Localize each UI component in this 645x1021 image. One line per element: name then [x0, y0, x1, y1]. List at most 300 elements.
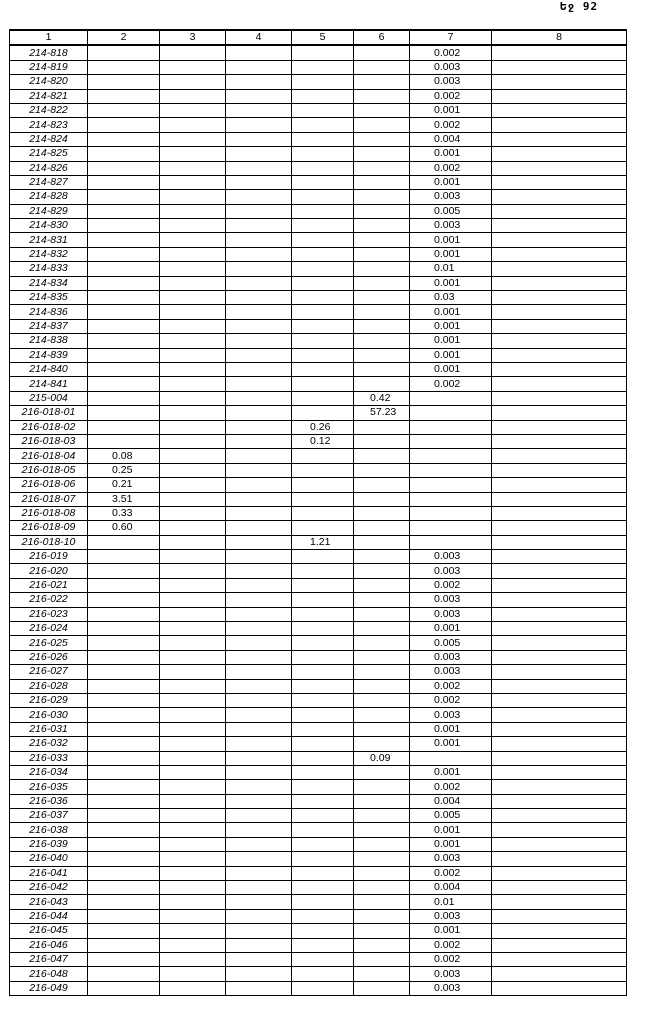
value-cell-col-6	[354, 247, 410, 261]
value-cell-col-2	[88, 391, 160, 405]
value-cell-col-5	[292, 348, 354, 362]
value-cell-col-2	[88, 823, 160, 837]
value-cell-col-5	[292, 276, 354, 290]
value-cell-col-5	[292, 650, 354, 664]
row-id-cell: 216-018-07	[10, 492, 88, 506]
value-cell-col-5	[292, 319, 354, 333]
value-cell-col-5	[292, 506, 354, 520]
value-cell-col-6	[354, 463, 410, 477]
row-id-cell: 216-018-01	[10, 406, 88, 420]
row-id-cell: 216-032	[10, 737, 88, 751]
table-row	[10, 262, 627, 276]
value-cell-col-5	[292, 809, 354, 823]
table-row	[10, 622, 627, 636]
value-cell-col-3	[160, 809, 226, 823]
value-cell-col-5	[292, 377, 354, 391]
value-cell-col-5	[292, 953, 354, 967]
value-cell-col-4	[226, 204, 292, 218]
value-cell-col-4	[226, 147, 292, 161]
value-cell-col-7: 0.003	[410, 607, 492, 621]
table-row	[10, 953, 627, 967]
row-id-cell: 214-838	[10, 334, 88, 348]
table-row	[10, 751, 627, 765]
row-id-cell: 216-039	[10, 837, 88, 851]
row-id-cell: 216-024	[10, 622, 88, 636]
value-cell-col-3	[160, 276, 226, 290]
row-id-cell: 214-828	[10, 190, 88, 204]
value-cell-col-8	[492, 60, 627, 74]
value-cell-col-3	[160, 967, 226, 981]
row-id-cell: 214-818	[10, 45, 88, 60]
value-cell-col-3	[160, 161, 226, 175]
value-cell-col-2	[88, 420, 160, 434]
value-cell-col-4	[226, 708, 292, 722]
value-cell-col-8	[492, 737, 627, 751]
value-cell-col-7: 0.001	[410, 233, 492, 247]
row-id-cell: 216-038	[10, 823, 88, 837]
table-row	[10, 233, 627, 247]
table-row	[10, 449, 627, 463]
value-cell-col-8	[492, 550, 627, 564]
value-cell-col-5	[292, 722, 354, 736]
value-cell-col-2	[88, 622, 160, 636]
value-cell-col-5	[292, 794, 354, 808]
value-cell-col-7	[410, 506, 492, 520]
table-row	[10, 564, 627, 578]
row-id-cell: 216-040	[10, 852, 88, 866]
value-cell-col-5	[292, 219, 354, 233]
row-id-cell: 214-839	[10, 348, 88, 362]
value-cell-col-6	[354, 881, 410, 895]
value-cell-col-8	[492, 506, 627, 520]
table-row	[10, 809, 627, 823]
value-cell-col-2	[88, 938, 160, 952]
value-cell-col-8	[492, 708, 627, 722]
value-cell-col-8	[492, 636, 627, 650]
value-cell-col-4	[226, 578, 292, 592]
value-cell-col-6	[354, 348, 410, 362]
table-row	[10, 794, 627, 808]
value-cell-col-5	[292, 837, 354, 851]
value-cell-col-7: 0.002	[410, 118, 492, 132]
value-cell-col-7: 0.03	[410, 291, 492, 305]
row-id-cell: 216-018-06	[10, 478, 88, 492]
value-cell-col-6	[354, 60, 410, 74]
value-cell-col-8	[492, 233, 627, 247]
value-cell-col-7: 0.001	[410, 765, 492, 779]
value-cell-col-7: 0.002	[410, 780, 492, 794]
value-cell-col-8	[492, 521, 627, 535]
value-cell-col-4	[226, 765, 292, 779]
value-cell-col-3	[160, 751, 226, 765]
value-cell-col-6	[354, 866, 410, 880]
value-cell-col-7: 0.002	[410, 377, 492, 391]
value-cell-col-4	[226, 780, 292, 794]
table-row	[10, 636, 627, 650]
value-cell-col-3	[160, 377, 226, 391]
value-cell-col-6	[354, 837, 410, 851]
value-cell-col-6	[354, 938, 410, 952]
value-cell-col-8	[492, 881, 627, 895]
row-id-cell: 216-047	[10, 953, 88, 967]
value-cell-col-7: 0.003	[410, 564, 492, 578]
value-cell-col-8	[492, 794, 627, 808]
value-cell-col-3	[160, 535, 226, 549]
value-cell-col-7	[410, 492, 492, 506]
value-cell-col-3	[160, 780, 226, 794]
value-cell-col-5	[292, 909, 354, 923]
value-cell-col-3	[160, 492, 226, 506]
value-cell-col-2	[88, 967, 160, 981]
table-row	[10, 852, 627, 866]
row-id-cell: 214-831	[10, 233, 88, 247]
value-cell-col-5	[292, 895, 354, 909]
value-cell-col-8	[492, 593, 627, 607]
value-cell-col-8	[492, 262, 627, 276]
value-cell-col-5: 0.26	[292, 420, 354, 434]
value-cell-col-6	[354, 650, 410, 664]
value-cell-col-7	[410, 406, 492, 420]
row-id-cell: 215-004	[10, 391, 88, 405]
value-cell-col-3	[160, 823, 226, 837]
value-cell-col-8	[492, 247, 627, 261]
table-row	[10, 348, 627, 362]
value-cell-col-2	[88, 693, 160, 707]
value-cell-col-2	[88, 578, 160, 592]
table-row	[10, 478, 627, 492]
value-cell-col-6	[354, 708, 410, 722]
value-cell-col-7	[410, 521, 492, 535]
value-cell-col-4	[226, 75, 292, 89]
value-cell-col-5	[292, 463, 354, 477]
value-cell-col-7	[410, 478, 492, 492]
value-cell-col-8	[492, 953, 627, 967]
value-cell-col-8	[492, 751, 627, 765]
value-cell-col-7: 0.003	[410, 75, 492, 89]
value-cell-col-4	[226, 103, 292, 117]
value-cell-col-4	[226, 967, 292, 981]
value-cell-col-8	[492, 305, 627, 319]
value-cell-col-6	[354, 175, 410, 189]
value-cell-col-7: 0.005	[410, 204, 492, 218]
value-cell-col-6	[354, 895, 410, 909]
value-cell-col-3	[160, 190, 226, 204]
table-row	[10, 708, 627, 722]
value-cell-col-4	[226, 881, 292, 895]
table-row	[10, 909, 627, 923]
value-cell-col-3	[160, 434, 226, 448]
value-cell-col-3	[160, 463, 226, 477]
value-cell-col-4	[226, 564, 292, 578]
value-cell-col-6	[354, 75, 410, 89]
value-cell-col-6	[354, 722, 410, 736]
value-cell-col-5	[292, 492, 354, 506]
header-row	[10, 30, 627, 45]
value-cell-col-5	[292, 478, 354, 492]
value-cell-col-4	[226, 636, 292, 650]
row-id-cell: 214-820	[10, 75, 88, 89]
value-cell-col-4	[226, 132, 292, 146]
table-row	[10, 693, 627, 707]
value-cell-col-5	[292, 204, 354, 218]
table-row	[10, 679, 627, 693]
value-cell-col-8	[492, 938, 627, 952]
value-cell-col-2	[88, 175, 160, 189]
column-header-8: 8	[492, 30, 627, 45]
value-cell-col-7: 0.001	[410, 103, 492, 117]
row-id-cell: 216-045	[10, 924, 88, 938]
value-cell-col-4	[226, 434, 292, 448]
value-cell-col-3	[160, 924, 226, 938]
value-cell-col-6	[354, 665, 410, 679]
value-cell-col-2	[88, 881, 160, 895]
table-row	[10, 881, 627, 895]
column-header-5: 5	[292, 30, 354, 45]
value-cell-col-7: 0.001	[410, 147, 492, 161]
value-cell-col-3	[160, 765, 226, 779]
value-cell-col-8	[492, 809, 627, 823]
value-cell-col-5	[292, 924, 354, 938]
value-cell-col-5	[292, 118, 354, 132]
value-cell-col-6	[354, 823, 410, 837]
row-id-cell: 214-826	[10, 161, 88, 175]
value-cell-col-4	[226, 622, 292, 636]
value-cell-col-2	[88, 233, 160, 247]
row-id-cell: 214-837	[10, 319, 88, 333]
value-cell-col-2	[88, 291, 160, 305]
value-cell-col-3	[160, 909, 226, 923]
value-cell-col-3	[160, 981, 226, 995]
row-id-cell: 216-035	[10, 780, 88, 794]
value-cell-col-4	[226, 665, 292, 679]
value-cell-col-4	[226, 693, 292, 707]
value-cell-col-5	[292, 449, 354, 463]
value-cell-col-7: 0.002	[410, 89, 492, 103]
value-cell-col-6	[354, 636, 410, 650]
table-row	[10, 866, 627, 880]
value-cell-col-6	[354, 204, 410, 218]
value-cell-col-5	[292, 593, 354, 607]
row-id-cell: 214-824	[10, 132, 88, 146]
value-cell-col-3	[160, 406, 226, 420]
table-row	[10, 665, 627, 679]
value-cell-col-4	[226, 823, 292, 837]
value-cell-col-2	[88, 118, 160, 132]
value-cell-col-6	[354, 953, 410, 967]
table-row	[10, 291, 627, 305]
value-cell-col-6	[354, 794, 410, 808]
value-cell-col-6	[354, 132, 410, 146]
value-cell-col-5	[292, 622, 354, 636]
value-cell-col-3	[160, 262, 226, 276]
value-cell-col-7	[410, 391, 492, 405]
value-cell-col-5	[292, 233, 354, 247]
value-cell-col-8	[492, 118, 627, 132]
value-cell-col-6	[354, 233, 410, 247]
value-cell-col-2	[88, 190, 160, 204]
value-cell-col-8	[492, 924, 627, 938]
value-cell-col-4	[226, 406, 292, 420]
value-cell-col-7: 0.004	[410, 881, 492, 895]
value-cell-col-5	[292, 521, 354, 535]
value-cell-col-5	[292, 765, 354, 779]
value-cell-col-7: 0.002	[410, 679, 492, 693]
value-cell-col-6	[354, 420, 410, 434]
value-cell-col-5	[292, 391, 354, 405]
value-cell-col-7: 0.01	[410, 262, 492, 276]
row-id-cell: 216-020	[10, 564, 88, 578]
value-cell-col-6	[354, 492, 410, 506]
value-cell-col-6	[354, 190, 410, 204]
value-cell-col-2	[88, 75, 160, 89]
value-cell-col-5	[292, 334, 354, 348]
value-cell-col-7: 0.003	[410, 190, 492, 204]
value-cell-col-4	[226, 362, 292, 376]
value-cell-col-6	[354, 852, 410, 866]
value-cell-col-5	[292, 780, 354, 794]
table-row	[10, 535, 627, 549]
table-row	[10, 434, 627, 448]
value-cell-col-2	[88, 837, 160, 851]
table-row	[10, 420, 627, 434]
value-cell-col-2	[88, 809, 160, 823]
value-cell-col-8	[492, 866, 627, 880]
row-id-cell: 216-033	[10, 751, 88, 765]
row-id-cell: 216-042	[10, 881, 88, 895]
row-id-cell: 216-037	[10, 809, 88, 823]
value-cell-col-7: 0.001	[410, 319, 492, 333]
value-cell-col-3	[160, 852, 226, 866]
table-row	[10, 765, 627, 779]
value-cell-col-3	[160, 103, 226, 117]
value-cell-col-6	[354, 593, 410, 607]
value-cell-col-2	[88, 650, 160, 664]
table-row	[10, 204, 627, 218]
value-cell-col-6	[354, 535, 410, 549]
row-id-cell: 216-036	[10, 794, 88, 808]
value-cell-col-6	[354, 219, 410, 233]
value-cell-col-3	[160, 708, 226, 722]
table-row	[10, 593, 627, 607]
row-id-cell: 216-022	[10, 593, 88, 607]
value-cell-col-3	[160, 837, 226, 851]
table-row	[10, 823, 627, 837]
value-cell-col-8	[492, 420, 627, 434]
row-id-cell: 216-023	[10, 607, 88, 621]
value-cell-col-4	[226, 895, 292, 909]
row-id-cell: 216-028	[10, 679, 88, 693]
row-id-cell: 216-026	[10, 650, 88, 664]
value-cell-col-8	[492, 89, 627, 103]
row-id-cell: 214-832	[10, 247, 88, 261]
value-cell-col-7: 0.001	[410, 305, 492, 319]
value-cell-col-3	[160, 506, 226, 520]
value-cell-col-5	[292, 190, 354, 204]
value-cell-col-3	[160, 334, 226, 348]
value-cell-col-3	[160, 478, 226, 492]
value-cell-col-7: 0.003	[410, 60, 492, 74]
value-cell-col-3	[160, 60, 226, 74]
value-cell-col-2	[88, 765, 160, 779]
value-cell-col-2	[88, 593, 160, 607]
value-cell-col-6	[354, 377, 410, 391]
table-row	[10, 895, 627, 909]
value-cell-col-5	[292, 305, 354, 319]
value-cell-col-4	[226, 852, 292, 866]
value-cell-col-2: 3.51	[88, 492, 160, 506]
value-cell-col-5: 0.12	[292, 434, 354, 448]
value-cell-col-6	[354, 780, 410, 794]
value-cell-col-7: 0.002	[410, 938, 492, 952]
value-cell-col-2	[88, 636, 160, 650]
value-cell-col-6: 0.09	[354, 751, 410, 765]
row-id-cell: 214-829	[10, 204, 88, 218]
value-cell-col-7: 0.003	[410, 981, 492, 995]
value-cell-col-2	[88, 147, 160, 161]
row-id-cell: 214-836	[10, 305, 88, 319]
table-row	[10, 492, 627, 506]
row-id-cell: 216-018-04	[10, 449, 88, 463]
value-cell-col-5	[292, 161, 354, 175]
row-id-cell: 214-819	[10, 60, 88, 74]
value-cell-col-2	[88, 535, 160, 549]
value-cell-col-6	[354, 737, 410, 751]
row-id-cell: 214-840	[10, 362, 88, 376]
value-cell-col-2	[88, 866, 160, 880]
row-id-cell: 214-822	[10, 103, 88, 117]
row-id-cell: 214-830	[10, 219, 88, 233]
value-cell-col-4	[226, 247, 292, 261]
value-cell-col-2	[88, 564, 160, 578]
value-cell-col-4	[226, 909, 292, 923]
value-cell-col-6	[354, 118, 410, 132]
value-cell-col-4	[226, 866, 292, 880]
value-cell-col-2	[88, 89, 160, 103]
row-id-cell: 216-018-05	[10, 463, 88, 477]
value-cell-col-7: 0.003	[410, 852, 492, 866]
value-cell-col-3	[160, 89, 226, 103]
value-cell-col-2	[88, 909, 160, 923]
value-cell-col-5	[292, 866, 354, 880]
value-cell-col-2	[88, 319, 160, 333]
value-cell-col-7	[410, 751, 492, 765]
page-number: Եջ 92	[560, 0, 599, 13]
value-cell-col-5	[292, 967, 354, 981]
table-row	[10, 521, 627, 535]
table-row	[10, 550, 627, 564]
table-row	[10, 132, 627, 146]
value-cell-col-4	[226, 60, 292, 74]
value-cell-col-8	[492, 967, 627, 981]
value-cell-col-8	[492, 434, 627, 448]
value-cell-col-7: 0.003	[410, 665, 492, 679]
value-cell-col-6	[354, 622, 410, 636]
value-cell-col-4	[226, 45, 292, 60]
value-cell-col-7: 0.001	[410, 276, 492, 290]
value-cell-col-6	[354, 45, 410, 60]
value-cell-col-4	[226, 118, 292, 132]
value-cell-col-5	[292, 881, 354, 895]
value-cell-col-8	[492, 147, 627, 161]
value-cell-col-7: 0.003	[410, 593, 492, 607]
value-cell-col-6	[354, 607, 410, 621]
value-cell-col-7: 0.002	[410, 693, 492, 707]
value-cell-col-6	[354, 765, 410, 779]
value-cell-col-6	[354, 521, 410, 535]
value-cell-col-4	[226, 521, 292, 535]
value-cell-col-2	[88, 852, 160, 866]
value-cell-col-2: 0.60	[88, 521, 160, 535]
